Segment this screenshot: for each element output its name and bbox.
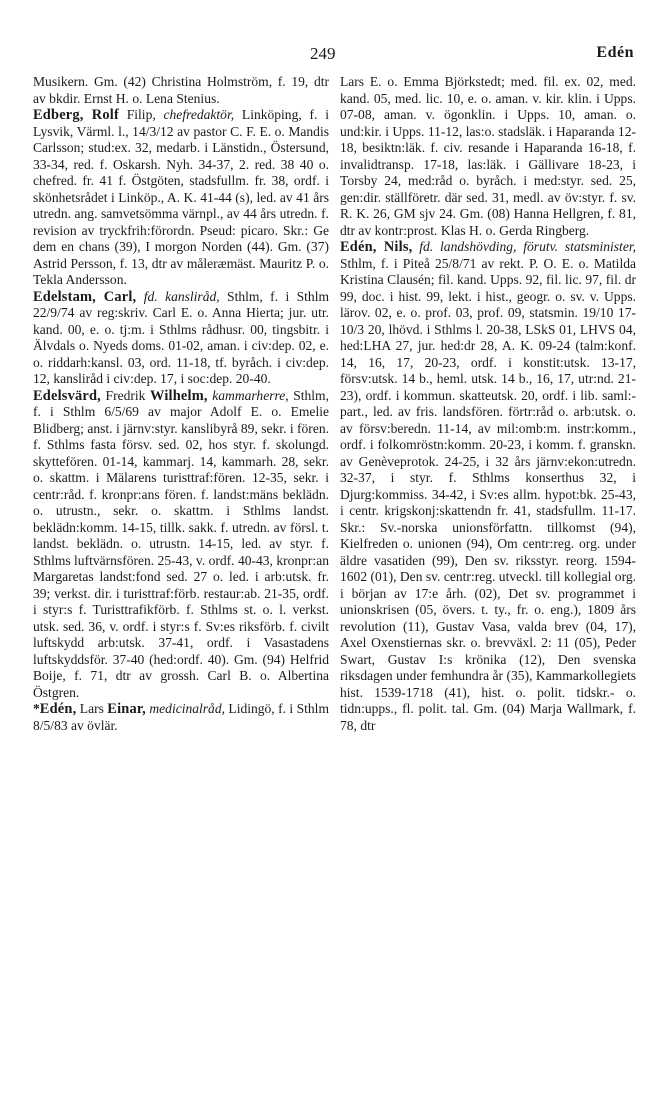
running-head: Edén (596, 44, 634, 61)
entry-name-second: Einar, (107, 701, 146, 717)
entry-name: Edelstam, Carl, (33, 288, 137, 305)
entry-name: Edelsvärd, (33, 387, 101, 404)
entry-given-names: Lars (76, 701, 108, 716)
left-column (33, 74, 329, 734)
continuation-paragraph (33, 74, 329, 107)
entry-title: kammarherre, (207, 387, 289, 403)
entry-title: chefredaktör, (163, 107, 235, 122)
page-number: 249 (310, 44, 336, 63)
entry-text: Sthlm, f. i Piteå 25/8/71 av rekt. P. O. E. o. Matilda Kristina Clausén; fil. kand. Upps. 92, fil. lic. 97, fil. dr 99, doc. i hist. 99, lekt. i hist., geogr. o. sv. v. Upps. lärov. 02, e. o. prof. 03, prof. 09, statsmin. 19/10 17-10/3 20, lhövd. i Sthlms l. 20-38, LSkS 01, LHVS 04, hed:LHA 27, jur. hed:dr 28, A. K. 09-24 (talm:konf. 14, 16, 17, 20-23, ordf. i konstit:utsk. 13-17, försv:utsk. 14 b., heml. utsk. 14 b., 16, 17, utr:nd. 21-23), ordf. i kommun. skatteutsk. 20, ordf. i lib. saml:part., led. av fris. landsfören. förtr:råd o. arb:utsk. o. av försv:beredn. 11-14, av mil:omb:m. instr:komm., ordf. i folkomröstn:komm. 20-23, i komm. f. granskn. av Genèveprotok. 24-25, i 32 års järnv:ekon:utredn. 32-37, i styr. f. Sthlms konserthus 32, i Djurg:kommiss. 34-42, i Sv:es allm. hypot:bk. 25-43, i centr. krigskonj:skattendn fr. 41, stadsfullm. 11-17. Skr.: Sv.-norska unionsförfattn. tillkomst (94), Kielfreden o. unionen (94), Om centr:reg. org. under äldre vasatiden (99), Den sv. riksstyr. reorg. 1594-1602 (01), Den sv. centr:reg. utveckl. till kollegial org. i början av 17:e årh. (02), Det sv. programmet i unionskrisen (05, övers. t. ty., fr. o. eng.), 1809 års revolution (11), Gustav Vasa, valda brev (04, 17), Axel Oxenstiernas skr. o. brevväxl. 2: 11 (05), Peder Swart, Gustav I:s krönika (12), Den svenska riksdagen under femhundra år (35), Kammarkollegiets hist. 1539-1718 (41), hist. o. polit. tidskr.- o. tidn:upps., fl. polit. tal. Gm. (04) Marja Wallmark, f. 78, dtr (340, 255, 636, 733)
entry-text: Lidingö, f. i Sthlm 8/5/83 av övlär. (33, 701, 329, 733)
entry-text: Linköping, f. i Lysvik, Värml. l., 14/3/12 av pastor C. F. E. o. Mandis Carlsson; stud:ex. 32, medarb. i Länstidn., Östersund, 33-34, red. f. Oskarsh. Nyh. 34-37, 2. red. 38 40 o. chefred. fr. 41 f. Östgöten, stadsfullm. fr. 38, ordf. i skönhetsrådet i Linköp., A. K. 41-44 (s), led. av 41 års utredn. ang. samvetsömma värnpl., av 44 års utredn. f. revision av tryckfrih:förordn. Pseud: picaro. Skr.: Ge dem en chans (39), I morgon Norden (44). Gm. (37) Astrid Persson, f. 13, dtr av måleræmäst. Mauritz P. o. Tekla Andersson. (33, 107, 329, 287)
entry-text: Lars E. o. Emma Björkstedt; med. fil. ex. 02, med. kand. 05, med. lic. 10, e. o. aman. v. kir. klin. i Upps. 07-08, aman. v. ögonklin. i Upps. 10, aman. o. und:kir. i Upps. 11-12, las:o. stadsläk. i Haparanda 12-18, besiktn:läk. f. civ. resande i Haparanda 16-18, f. invalidtransp. 17-18, las:läk. i Gällivare 18-23, i Torsby 24, med:råd o. byråch. i med:styr. sed. 25, gen:dir. ställföretr. där sed. 31, medl. av öv:styr. f. sv. R. K. 26, GM sjv 24. Gm. (08) Hanna Hellgren, f. 81, dtr av kontr:prost. Klas H. o. Gerda Ringberg. (340, 74, 636, 238)
entry-title: fd. kansliråd, (143, 288, 220, 304)
biography-entry-edberg (33, 107, 329, 289)
entry-title: medicinalråd, (145, 701, 225, 716)
entry-name: Edberg, Rolf (33, 107, 119, 123)
entry-given-names: Fredrik (100, 387, 150, 403)
entry-text: Sthlm, f. i Sthlm 6/5/69 av major Adolf E. o. Emelie Blidberg; anst. i järnv:styr. kanslibyrå 89, sekr. i fören. f. Sthlms fasta försv. sed. 02, hos styr. f. skolungd. skyttefören. 01-14, kammarj. 14, kammarh. 28, sekr. o. skattm. i Mälarens turisttraf:fören. 12-35, sekr. i centr:råd. f. kronpr:ans fören. f. landst:mäns beklädn. o. utrustn., sekr. o. skattm. i Sthlms landst. beklädn:komm. 14-15, tillk. sakk. f. utredn. av försl. t. landst. beklädn. o. utrustn. 14-15, led. av styr. f. Sthlms luftvärnsfören. 25-43, v. ordf. 40-43, kronpr:an Margaretas landst:fond sed. 27 o. led. i arb:utsk. fr. 39; verkst. dir. i turisttraf:förb. restaur:ab. 21-35, ordf. i styr:s f. Turisttrafikförb. f. Sthlms st. o. l. verkst. utsk. sed. 36, v. ordf. i styr:s f. Sv:es riksförb. f. civilt luftskydd arb:utsk. 37-41, ordf. i Vasastadens luftskyddsför. 37-40 (hed:ordf. 40). Gm. (94) Helfrid Boije, f. 71, dtr av grossh. Carl B. o. Albertina Östgren. (33, 387, 329, 700)
entry-title: fd. landshövding, förutv. statsminister, (419, 239, 636, 254)
biography-entry-eden-nils (340, 239, 636, 734)
entry-star-marker: * (33, 701, 40, 716)
entry-given-names: Filip, (118, 107, 164, 122)
biography-entry-edelstam (33, 289, 329, 388)
biography-entry-edelsvard (33, 388, 329, 702)
entry-name: Edén, Nils, (340, 239, 413, 255)
right-column (340, 74, 636, 734)
entry-name: Edén, (39, 701, 77, 717)
continuation-paragraph (340, 74, 636, 239)
entry-given-names (136, 289, 143, 304)
page-header (0, 44, 664, 68)
entry-text: Musikern. Gm. (42) Christina Holmström, f. 19, dtr av bkdir. Ernst H. o. Lena Stenius. (33, 74, 329, 106)
entry-text: Sthlm, f. i Sthlm 22/9/74 av reg:skriv. Carl E. o. Anna Hierta; jur. utr. kand. 00, e. o. tj:m. i Sthlms rådhusr. 00, tingsbitr. i Älvdals o. Nyeds doms. 01-02, aman. i civ:dep. 02, e. o. riddarh:kansl. 03, ord. 11-18, tf. byråch. i civ:dep. 12, kansliråd i civ:dep. 17, i soc:dep. 20-40. (33, 288, 329, 386)
entry-name-second: Wilhelm, (150, 387, 208, 404)
biography-entry-eden-einar (33, 701, 329, 734)
